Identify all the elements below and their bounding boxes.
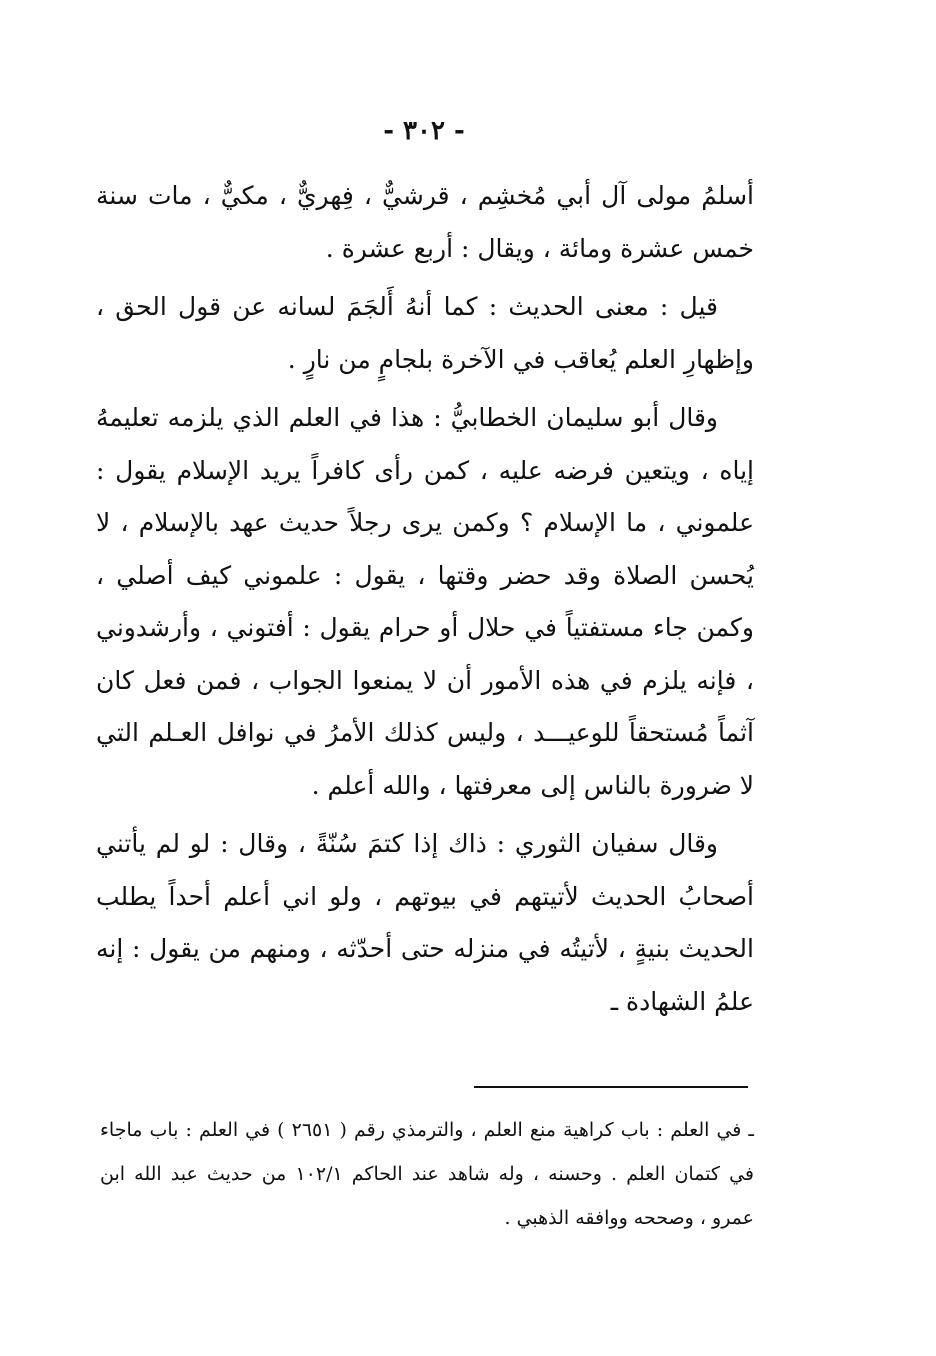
paragraph: وقال سفيان الثوري : ذاك إذا كتمَ سُنّةً ، وقال : لو لم يأتني أصحابُ الحديث لأتيتهم في بيوتهم ، ولو اني أعلم أحداً يطلب الحديث بنيةٍ ، لأتيتُه في منزله حتى أحدّثه ، ومنهم من يقول : إنه علمُ الشهادة ـ [96,829,754,1016]
paragraph: أسلمُ مولى آل أبي مُخشِم ، قرشيٌّ ، فِهريٌّ ، مكيٌّ ، مات سنة خمس عشرة ومائة ، ويقال : أربع عشرة . [96,181,754,263]
page-number: - ٣٠٢ - [383,116,465,146]
footnote-text: ـ في العلم : باب كراهية منع العلم ، والترمذي رقم ( ٢٦٥١ ) في العلم : باب ماجاء في كتمان العلم . وحسنه ، وله شاهد عند الحاكم ١٠٢/١ من حديث عبد الله ابن عمرو ، وصححه ووافقه الذهبي . [100,1119,754,1229]
paragraph: وقال أبو سليمان الخطابيُّ : هذا في العلم الذي يلزمه تعليمهُ إياه ، ويتعين فرضه عليه ، كمن رأى كافراً يريد الإسلام يقول : علموني ، ما الإسلام ؟ وكمن يرى رجلاً حديث عهد بالإسلام ، لا يُحسن الصلاة وقد حضر وقتها ، يقول : علموني كيف أصلي ، وكمن جاء مستفتياً في حلال أو حرام يقول : أفتوني ، وأرشدوني ، فإنه يلزم في هذه الأمور أن لا يمنعوا الجواب ، فمن فعل كان آثماً مُستحقاً للوعيـــد ، وليس كذلك الأمرُ في نوافل العـلم التي لا ضرورة بالناس إلى معرفتها ، والله أعلم . [96,403,754,800]
footnotes [100,1108,754,1240]
main-text [96,170,754,1028]
paragraph: قيل : معنى الحديث : كما أنهُ أَلجَمَ لسانه عن قول الحق ، وإظهارِ العلم يُعاقب في الآخرة بلجامٍ من نارٍ . [96,292,754,374]
footnote-divider [474,1086,748,1088]
